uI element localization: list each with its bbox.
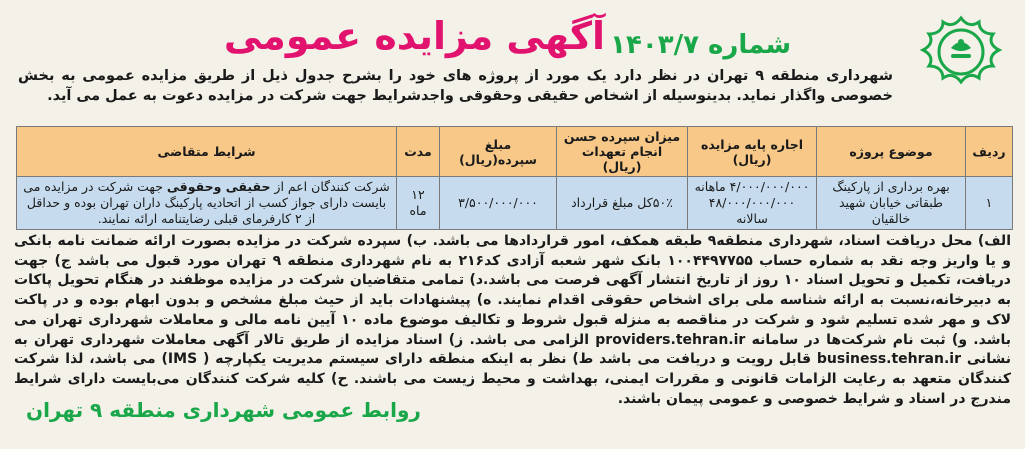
notice-title: آگهی مزایده عمومی [223, 14, 606, 58]
intro-lead: شهرداری منطقه ۹ تهران [706, 68, 893, 84]
cell-deposit: ۳/۵۰۰/۰۰۰/۰۰۰ [440, 177, 557, 230]
intro-text: در نظر دارد یک مورد از پروژه های خود را بشرح جدول ذیل از طریق مزایده عمومی به بخش خصوصی واگذار نماید. بدینوسیله از اشخاص حقیقی وحقوقی واجدشرایط جهت شرکت در مزایده دعوت به عمل می آید. [18, 68, 893, 104]
cell-subject: بهره برداری از پارکینگ طبقاتی خیابان شهید خالقیان [817, 177, 966, 230]
table-header-row [17, 127, 1013, 177]
base-rent-monthly: ۴/۰۰۰/۰۰۰/۰۰۰ ماهانه [694, 179, 810, 194]
header-subject: موضوع پروژه [817, 127, 966, 177]
header-deposit: مبلغ سپرده(ریال) [440, 127, 557, 177]
cell-row-no: ۱ [966, 177, 1013, 230]
header-good-performance: میزان سپرده حسن انجام تعهدات (ریال) [557, 127, 688, 177]
cell-good-performance: ۵۰٪کل مبلغ قرارداد [557, 177, 688, 230]
footer-signature: روابط عمومی شهرداری منطقه ۹ تهران [26, 398, 421, 422]
auction-table [16, 126, 1013, 230]
cell-conditions [17, 177, 397, 230]
conditions-bold: حقیقی وحقوقی [166, 179, 271, 194]
table-row [17, 177, 1013, 230]
header-base-rent: اجاره پایه مزایده (ریال) [688, 127, 817, 177]
header-row-no: ردیف [966, 127, 1013, 177]
header-conditions: شرایط متقاضی [17, 127, 397, 177]
terms-paragraph: الف) محل دریافت اسناد، شهرداری منطقه۹ طبقه همکف، امور قراردادها می باشد. ب) سپرده شرکت در مزایده بصورت ارائه ضمانت نامه بانکی و یا واریز وجه نقد به شماره حساب ۱۰۰۴۴۹۷۷۵۵ بانک شهر شعبه آزادی کد۲۱۶ به نام شهرداری منطقه ۹ تهران مورد قبول می باشد ج) جهت دریافت، تکمیل و تحویل اسناد ۱۰ روز از تاریخ انتشار آگهی فرصت می باشد.د) تمامی متقاضیان شرکت در مزایده موظفند در هنگام تحویل پاکات به دبیرخانه،نسبت به ارائه شناسه ملی برای اشخاص حقوقی اقدام نمایند. ه) پیشنهادات باید از حیث مبلغ مشخص و بدون ابهام بوده و در پاکت لاک و مهر شده تسلیم شود و شرکت در مناقصه به منزله قبول شروط و تکالیف موضوع ماده ۱۰ آیین نامه مالی و معاملات شهرداری تهران می باشد. و) ثبت نام شرکت‌ها در سامانه providers.tehran.ir الزامی می باشد. ز) اسناد مزایده از طریق تالار آگهی معاملات شهرداری تهران به نشانی business.tehran.ir قابل رویت و دریافت می باشد ط) نظر به اینکه منطقه دارای سیستم مدیریت یکپارچه ( IMS) می باشد، لذا شرکت کنندگان متعهد به رعایت الزامات قانونی و مقررات ایمنی، بهداشت و محیط زیست می باشند. ح) کلیه شرکت کنندگان می‌بایست دارای شرایط مندرج در اسناد و شرایط خصوصی و عمومی پیمان باشند. [14, 233, 1012, 407]
header-duration: مدت [397, 127, 440, 177]
cell-duration: ۱۲ ماه [397, 177, 440, 230]
title-row [0, 12, 1025, 60]
cell-base-rent [688, 177, 817, 230]
intro-paragraph [18, 66, 893, 106]
notice-number: شماره ۱۴۰۳/۷ [610, 29, 792, 60]
conditions-pre: شرکت کنندگان اعم از [270, 179, 390, 194]
base-rent-yearly: ۴۸/۰۰۰/۰۰۰/۰۰۰ سالانه [708, 195, 796, 226]
conditions-post: جهت شرکت در مزایده می بایست دارای جواز کسب از اتحادیه پارکینگ داران تهران بوده و حداقل از ۲ کارفرمای قبلی رضایتنامه ارائه نمایند. [23, 179, 387, 226]
